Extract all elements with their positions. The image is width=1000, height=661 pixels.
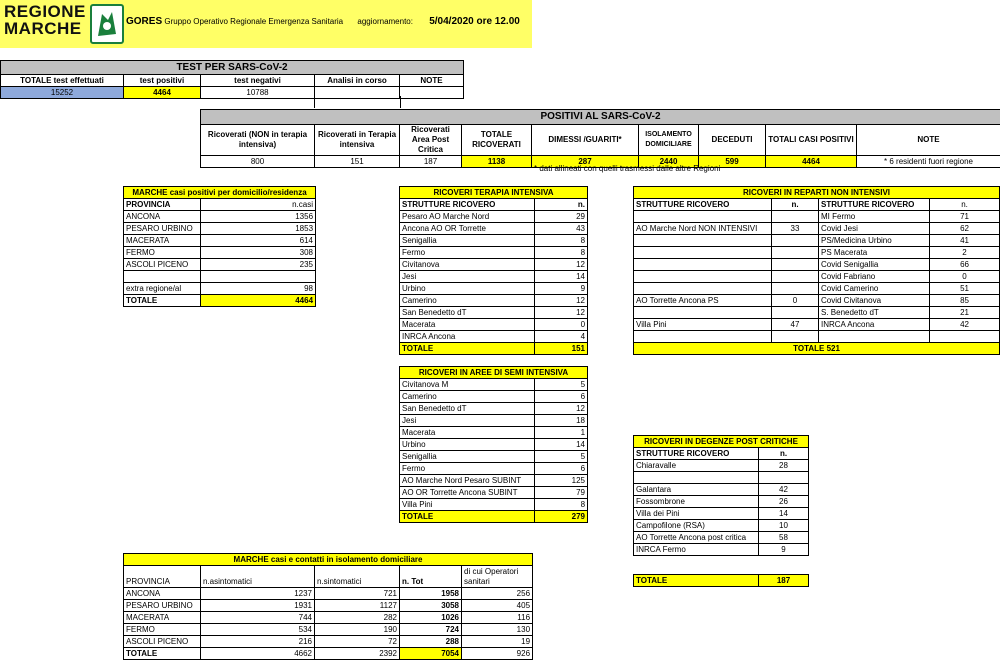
ti-n: 0 — [535, 319, 588, 331]
semi-n: 1 — [535, 427, 588, 439]
regione-emblem-icon — [90, 4, 124, 44]
nonint-n-b: 85 — [930, 295, 1000, 307]
nonint-n-a — [772, 283, 819, 295]
domicilio-row — [124, 247, 316, 259]
nonint-n-b — [930, 331, 1000, 343]
ti-struttura: Jesi — [400, 271, 535, 283]
postcrit-row — [634, 484, 809, 496]
nonint-struttura-b: Covid Civitanova — [819, 295, 930, 307]
nonint-row — [634, 295, 1000, 307]
pos-col-ti: Ricoverati in Terapia intensiva — [315, 125, 400, 156]
ti-struttura: Camerino — [400, 295, 535, 307]
nonint-struttura-b: Covid Jesi — [819, 223, 930, 235]
nonint-struttura-a — [634, 271, 772, 283]
domicilio-row — [124, 283, 316, 295]
postcrit-n: 9 — [759, 544, 809, 556]
ti-row — [400, 307, 588, 319]
test-title: TEST PER SARS-CoV-2 — [1, 61, 464, 75]
ti-n: 12 — [535, 295, 588, 307]
ti-n: 29 — [535, 211, 588, 223]
postcrit-row — [634, 532, 809, 544]
ti-n: 8 — [535, 247, 588, 259]
postcrit-n: 14 — [759, 508, 809, 520]
ti-struttura: Fermo — [400, 247, 535, 259]
nonint-struttura-b — [819, 331, 930, 343]
nonint-struttura-a: Villa Pini — [634, 319, 772, 331]
domicilio-row — [124, 259, 316, 271]
isol-oper: 256 — [462, 588, 533, 600]
ti-row — [400, 259, 588, 271]
domicilio-row — [124, 211, 316, 223]
isol-asint: 1237 — [201, 588, 315, 600]
semi-n: 6 — [535, 391, 588, 403]
isol-provincia: ASCOLI PICENO — [124, 636, 201, 648]
isol-total-oper: 926 — [462, 648, 533, 660]
semi-row — [400, 487, 588, 499]
semi-n: 18 — [535, 415, 588, 427]
nonint-n-b: 71 — [930, 211, 1000, 223]
semi-n: 125 — [535, 475, 588, 487]
isol-row — [124, 624, 533, 636]
isol-table — [123, 553, 533, 660]
test-col-pending: Analisi in corso — [315, 75, 400, 87]
pos-val-note: * 6 residenti fuori regione — [857, 156, 1000, 168]
semi-row — [400, 451, 588, 463]
ti-col-strutture: STRUTTURE RICOVERO — [400, 199, 535, 211]
semi-n: 5 — [535, 379, 588, 391]
nonint-n-b: 0 — [930, 271, 1000, 283]
domicilio-provincia: extra regione/al — [124, 283, 201, 295]
isol-tot: 288 — [400, 636, 462, 648]
isol-asint: 744 — [201, 612, 315, 624]
nonint-n-b: 41 — [930, 235, 1000, 247]
semi-struttura: Villa Pini — [400, 499, 535, 511]
isol-oper: 130 — [462, 624, 533, 636]
isol-sint: 72 — [315, 636, 400, 648]
ti-row — [400, 331, 588, 343]
isol-row — [124, 588, 533, 600]
postcrit-n: 10 — [759, 520, 809, 532]
domicilio-col-prov: PROVINCIA — [124, 199, 201, 211]
nonint-struttura-a — [634, 247, 772, 259]
nonint-n-b: 42 — [930, 319, 1000, 331]
gores-label: GORES — [126, 16, 163, 27]
semi-n: 6 — [535, 463, 588, 475]
logo-line2: MARCHE — [4, 19, 82, 38]
ti-row — [400, 283, 588, 295]
isol-provincia: MACERATA — [124, 612, 201, 624]
pos-col-deceduti: DECEDUTI — [699, 125, 766, 156]
postcrit-n: 42 — [759, 484, 809, 496]
semi-n: 79 — [535, 487, 588, 499]
semi-struttura: San Benedetto dT — [400, 403, 535, 415]
nonint-n-a — [772, 259, 819, 271]
nonint-total: TOTALE 521 — [634, 343, 1000, 355]
regione-marche-logo — [4, 3, 120, 45]
ti-col-n: n. — [535, 199, 588, 211]
test-col-note: NOTE — [400, 75, 464, 87]
isol-oper: 19 — [462, 636, 533, 648]
nonint-col1: STRUTTURE RICOVERO — [634, 199, 772, 211]
header-subtitle: Gruppo Operativo Regionale Emergenza Sanitaria — [164, 17, 344, 26]
isol-asint: 1931 — [201, 600, 315, 612]
domicilio-provincia — [124, 271, 201, 283]
ti-n: 8 — [535, 235, 588, 247]
semi-n: 14 — [535, 439, 588, 451]
domicilio-col-ncasi: n.casi — [201, 199, 316, 211]
semi-row — [400, 475, 588, 487]
nonint-struttura-b: PS Macerata — [819, 247, 930, 259]
nonint-struttura-a — [634, 235, 772, 247]
ti-total: 151 — [535, 343, 588, 355]
ti-struttura: Senigallia — [400, 235, 535, 247]
domicilio-provincia: PESARO URBINO — [124, 223, 201, 235]
isol-col-prov: PROVINCIA — [124, 566, 201, 588]
postcrit-col2: n. — [759, 448, 809, 460]
semi-struttura: Fermo — [400, 463, 535, 475]
nonint-col4: n. — [930, 199, 1000, 211]
ti-n: 12 — [535, 259, 588, 271]
nonint-col3: STRUTTURE RICOVERO — [819, 199, 930, 211]
semi-struttura: Urbino — [400, 439, 535, 451]
nonint-n-a: 33 — [772, 223, 819, 235]
positivi-table — [200, 109, 1000, 168]
nonint-struttura-a — [634, 307, 772, 319]
semi-struttura: AO OR Torrette Ancona SUBINT — [400, 487, 535, 499]
isol-provincia: FERMO — [124, 624, 201, 636]
nonint-title: RICOVERI IN REPARTI NON INTENSIVI — [634, 187, 1000, 199]
nonint-n-a — [772, 331, 819, 343]
nonint-struttura-a — [634, 259, 772, 271]
semi-title: RICOVERI IN AREE DI SEMI INTENSIVA — [400, 367, 588, 379]
postcrit-struttura: Fossombrone — [634, 496, 759, 508]
domicilio-row — [124, 223, 316, 235]
ti-n: 12 — [535, 307, 588, 319]
isol-sint: 190 — [315, 624, 400, 636]
nonint-n-b: 66 — [930, 259, 1000, 271]
postcrit-row — [634, 544, 809, 556]
nonint-struttura-b: Covid Senigallia — [819, 259, 930, 271]
header-text — [126, 16, 520, 27]
nonint-n-a — [772, 271, 819, 283]
domicilio-ncasi: 235 — [201, 259, 316, 271]
nonint-n-b: 2 — [930, 247, 1000, 259]
postcrit-struttura: Chiaravalle — [634, 460, 759, 472]
isol-col-asint: n.asintomatici — [201, 566, 315, 588]
isol-col-sint: n.sintomatici — [315, 566, 400, 588]
semi-row — [400, 415, 588, 427]
ti-row — [400, 271, 588, 283]
isol-tot: 1958 — [400, 588, 462, 600]
ti-total-label: TOTALE — [400, 343, 535, 355]
semi-struttura: Camerino — [400, 391, 535, 403]
update-label: aggiornamento: — [357, 17, 413, 26]
domicilio-provincia: ANCONA — [124, 211, 201, 223]
domicilio-total: 4464 — [201, 295, 316, 307]
isol-oper: 116 — [462, 612, 533, 624]
ti-table — [399, 186, 588, 523]
domicilio-total-label: TOTALE — [124, 295, 201, 307]
domicilio-provincia: FERMO — [124, 247, 201, 259]
isol-provincia: ANCONA — [124, 588, 201, 600]
pos-val-totpos: 4464 — [766, 156, 857, 168]
nonint-struttura-a: AO Torrette Ancona PS — [634, 295, 772, 307]
postcrit-struttura: Campofilone (RSA) — [634, 520, 759, 532]
domicilio-provincia: ASCOLI PICENO — [124, 259, 201, 271]
pos-col-postcrit: Ricoverati Area Post Critica — [400, 125, 462, 156]
test-col-total: TOTALE test effettuati — [1, 75, 124, 87]
ti-struttura: Civitanova — [400, 259, 535, 271]
nonint-struttura-a — [634, 283, 772, 295]
postcrit-struttura — [634, 472, 759, 484]
domicilio-provincia: MACERATA — [124, 235, 201, 247]
nonint-struttura-a: AO Marche Nord NON INTENSIVI — [634, 223, 772, 235]
postcrit-row — [634, 508, 809, 520]
isol-provincia: PESARO URBINO — [124, 600, 201, 612]
semi-struttura: Civitanova M — [400, 379, 535, 391]
isol-total-sint: 2392 — [315, 648, 400, 660]
ti-n: 9 — [535, 283, 588, 295]
postcrit-row — [634, 496, 809, 508]
postcrit-row — [634, 472, 809, 484]
nonint-n-b: 21 — [930, 307, 1000, 319]
ti-struttura: Macerata — [400, 319, 535, 331]
postcrit-n: 26 — [759, 496, 809, 508]
pos-col-totric: TOTALE RICOVERATI — [462, 125, 532, 156]
isol-asint: 534 — [201, 624, 315, 636]
isol-row — [124, 612, 533, 624]
nonint-n-b: 51 — [930, 283, 1000, 295]
nonint-row — [634, 283, 1000, 295]
pos-val-postcrit: 187 — [400, 156, 462, 168]
semi-row — [400, 427, 588, 439]
semi-struttura: AO Marche Nord Pesaro SUBINT — [400, 475, 535, 487]
semi-row — [400, 499, 588, 511]
pos-val-ricoverati: 800 — [201, 156, 315, 168]
semi-row — [400, 391, 588, 403]
semi-row — [400, 379, 588, 391]
pos-col-note: NOTE — [857, 125, 1000, 156]
nonint-n-a: 0 — [772, 295, 819, 307]
nonint-n-a — [772, 247, 819, 259]
semi-n: 12 — [535, 403, 588, 415]
ti-row — [400, 247, 588, 259]
nonint-row — [634, 211, 1000, 223]
semi-row — [400, 403, 588, 415]
semi-n: 5 — [535, 451, 588, 463]
logo-line1: REGIONE — [4, 2, 86, 21]
ti-struttura: Ancona AO OR Torrette — [400, 223, 535, 235]
nonint-row — [634, 247, 1000, 259]
pos-val-ti: 151 — [315, 156, 400, 168]
semi-total-label: TOTALE — [400, 511, 535, 523]
nonint-row — [634, 331, 1000, 343]
ti-row — [400, 319, 588, 331]
postcrit-total: 187 — [759, 575, 809, 587]
pos-val-totric: 1138 — [462, 156, 532, 168]
domicilio-row — [124, 271, 316, 283]
isol-asint: 216 — [201, 636, 315, 648]
test-pos-value: 4464 — [124, 87, 201, 99]
postcrit-total-label: TOTALE — [634, 575, 759, 587]
pos-val-isolamento: 2440 — [639, 156, 699, 168]
nonint-row — [634, 307, 1000, 319]
isol-sint: 1127 — [315, 600, 400, 612]
test-total-value: 15252 — [1, 87, 124, 99]
semi-struttura: Macerata — [400, 427, 535, 439]
domicilio-ncasi: 98 — [201, 283, 316, 295]
semi-struttura: Senigallia — [400, 451, 535, 463]
postcrit-row — [634, 460, 809, 472]
ti-row — [400, 295, 588, 307]
test-note-value — [400, 87, 464, 99]
postcrit-row — [634, 520, 809, 532]
pos-val-dimessi: 287 — [532, 156, 639, 168]
isol-col-tot: n. Tot — [400, 566, 462, 588]
semi-struttura: Jesi — [400, 415, 535, 427]
nonint-col2: n. — [772, 199, 819, 211]
postcrit-struttura: Galantara — [634, 484, 759, 496]
isol-tot: 724 — [400, 624, 462, 636]
ti-row — [400, 235, 588, 247]
semi-n: 8 — [535, 499, 588, 511]
postcrit-n — [759, 472, 809, 484]
nonint-struttura-a — [634, 211, 772, 223]
isol-col-oper: di cui Operatori sanitari — [462, 566, 533, 588]
isol-oper: 405 — [462, 600, 533, 612]
postcrit-n: 58 — [759, 532, 809, 544]
domicilio-ncasi: 308 — [201, 247, 316, 259]
domicilio-ncasi — [201, 271, 316, 283]
update-date: 5/04/2020 ore 12.00 — [429, 16, 520, 27]
pos-col-isolamento: ISOLAMENTO DOMICILIARE — [639, 125, 699, 156]
nonint-struttura-b: INRCA Ancona — [819, 319, 930, 331]
ti-title: RICOVERI TERAPIA INTENSIVA — [400, 187, 588, 199]
pos-col-dimessi: DIMESSI /GUARITI* — [532, 125, 639, 156]
semi-total: 279 — [535, 511, 588, 523]
ti-row — [400, 211, 588, 223]
nonint-n-a — [772, 211, 819, 223]
pos-col-ricoverati: Ricoverati (NON in terapia intensiva) — [201, 125, 315, 156]
ti-n: 43 — [535, 223, 588, 235]
postcrit-title: RICOVERI IN DEGENZE POST CRITICHE — [634, 436, 809, 448]
positivi-footnote: * dati allineati con quelli trasmessi dalle altre Regioni — [534, 164, 721, 173]
ti-struttura: Pesaro AO Marche Nord — [400, 211, 535, 223]
domicilio-table — [123, 186, 316, 307]
postcrit-table — [633, 435, 809, 587]
nonint-struttura-b: Covid Fabriano — [819, 271, 930, 283]
postcrit-n: 28 — [759, 460, 809, 472]
isol-row — [124, 600, 533, 612]
nonint-struttura-b: S. Benedetto dT — [819, 307, 930, 319]
nonint-struttura-b: PS/Medicina Urbino — [819, 235, 930, 247]
nonint-row — [634, 235, 1000, 247]
nonint-n-a: 47 — [772, 319, 819, 331]
postcrit-struttura: AO Torrette Ancona post critica — [634, 532, 759, 544]
ti-row — [400, 223, 588, 235]
semi-row — [400, 463, 588, 475]
postcrit-struttura: INRCA Fermo — [634, 544, 759, 556]
nonint-row — [634, 319, 1000, 331]
ti-n: 4 — [535, 331, 588, 343]
isol-row — [124, 636, 533, 648]
domicilio-ncasi: 614 — [201, 235, 316, 247]
nonint-n-a — [772, 235, 819, 247]
nonint-n-a — [772, 307, 819, 319]
nonint-struttura-b: Covid Camerino — [819, 283, 930, 295]
domicilio-row — [124, 235, 316, 247]
test-col-pos: test positivi — [124, 75, 201, 87]
ti-n: 14 — [535, 271, 588, 283]
isol-tot: 3058 — [400, 600, 462, 612]
ti-struttura: Urbino — [400, 283, 535, 295]
isol-sint: 282 — [315, 612, 400, 624]
isol-sint: 721 — [315, 588, 400, 600]
isol-total-tot: 7054 — [400, 648, 462, 660]
nonint-struttura-b: MI Fermo — [819, 211, 930, 223]
semi-row — [400, 439, 588, 451]
test-table — [0, 60, 464, 99]
isol-tot: 1026 — [400, 612, 462, 624]
nonint-table — [633, 186, 1000, 355]
nonint-row — [634, 223, 1000, 235]
ti-struttura: INRCA Ancona — [400, 331, 535, 343]
isol-total-label: TOTALE — [124, 648, 201, 660]
isol-total-asint: 4662 — [201, 648, 315, 660]
test-col-neg: test negativi — [201, 75, 315, 87]
nonint-struttura-a — [634, 331, 772, 343]
pos-val-deceduti: 599 — [699, 156, 766, 168]
domicilio-ncasi: 1356 — [201, 211, 316, 223]
isol-title: MARCHE casi e contatti in isolamento domiciliare — [124, 554, 533, 566]
domicilio-ncasi: 1853 — [201, 223, 316, 235]
nonint-n-b: 62 — [930, 223, 1000, 235]
domicilio-title: MARCHE casi positivi per domicilio/residenza — [124, 187, 316, 199]
postcrit-struttura: Villa dei Pini — [634, 508, 759, 520]
nonint-row — [634, 259, 1000, 271]
positivi-title: POSITIVI AL SARS-CoV-2 — [201, 110, 1000, 125]
nonint-row — [634, 271, 1000, 283]
postcrit-col1: STRUTTURE RICOVERO — [634, 448, 759, 460]
ti-struttura: San Benedetto dT — [400, 307, 535, 319]
pos-col-totpos: TOTALI CASI POSITIVI — [766, 125, 857, 156]
test-extension-cells — [314, 96, 401, 108]
test-neg-value: 10788 — [201, 87, 315, 99]
